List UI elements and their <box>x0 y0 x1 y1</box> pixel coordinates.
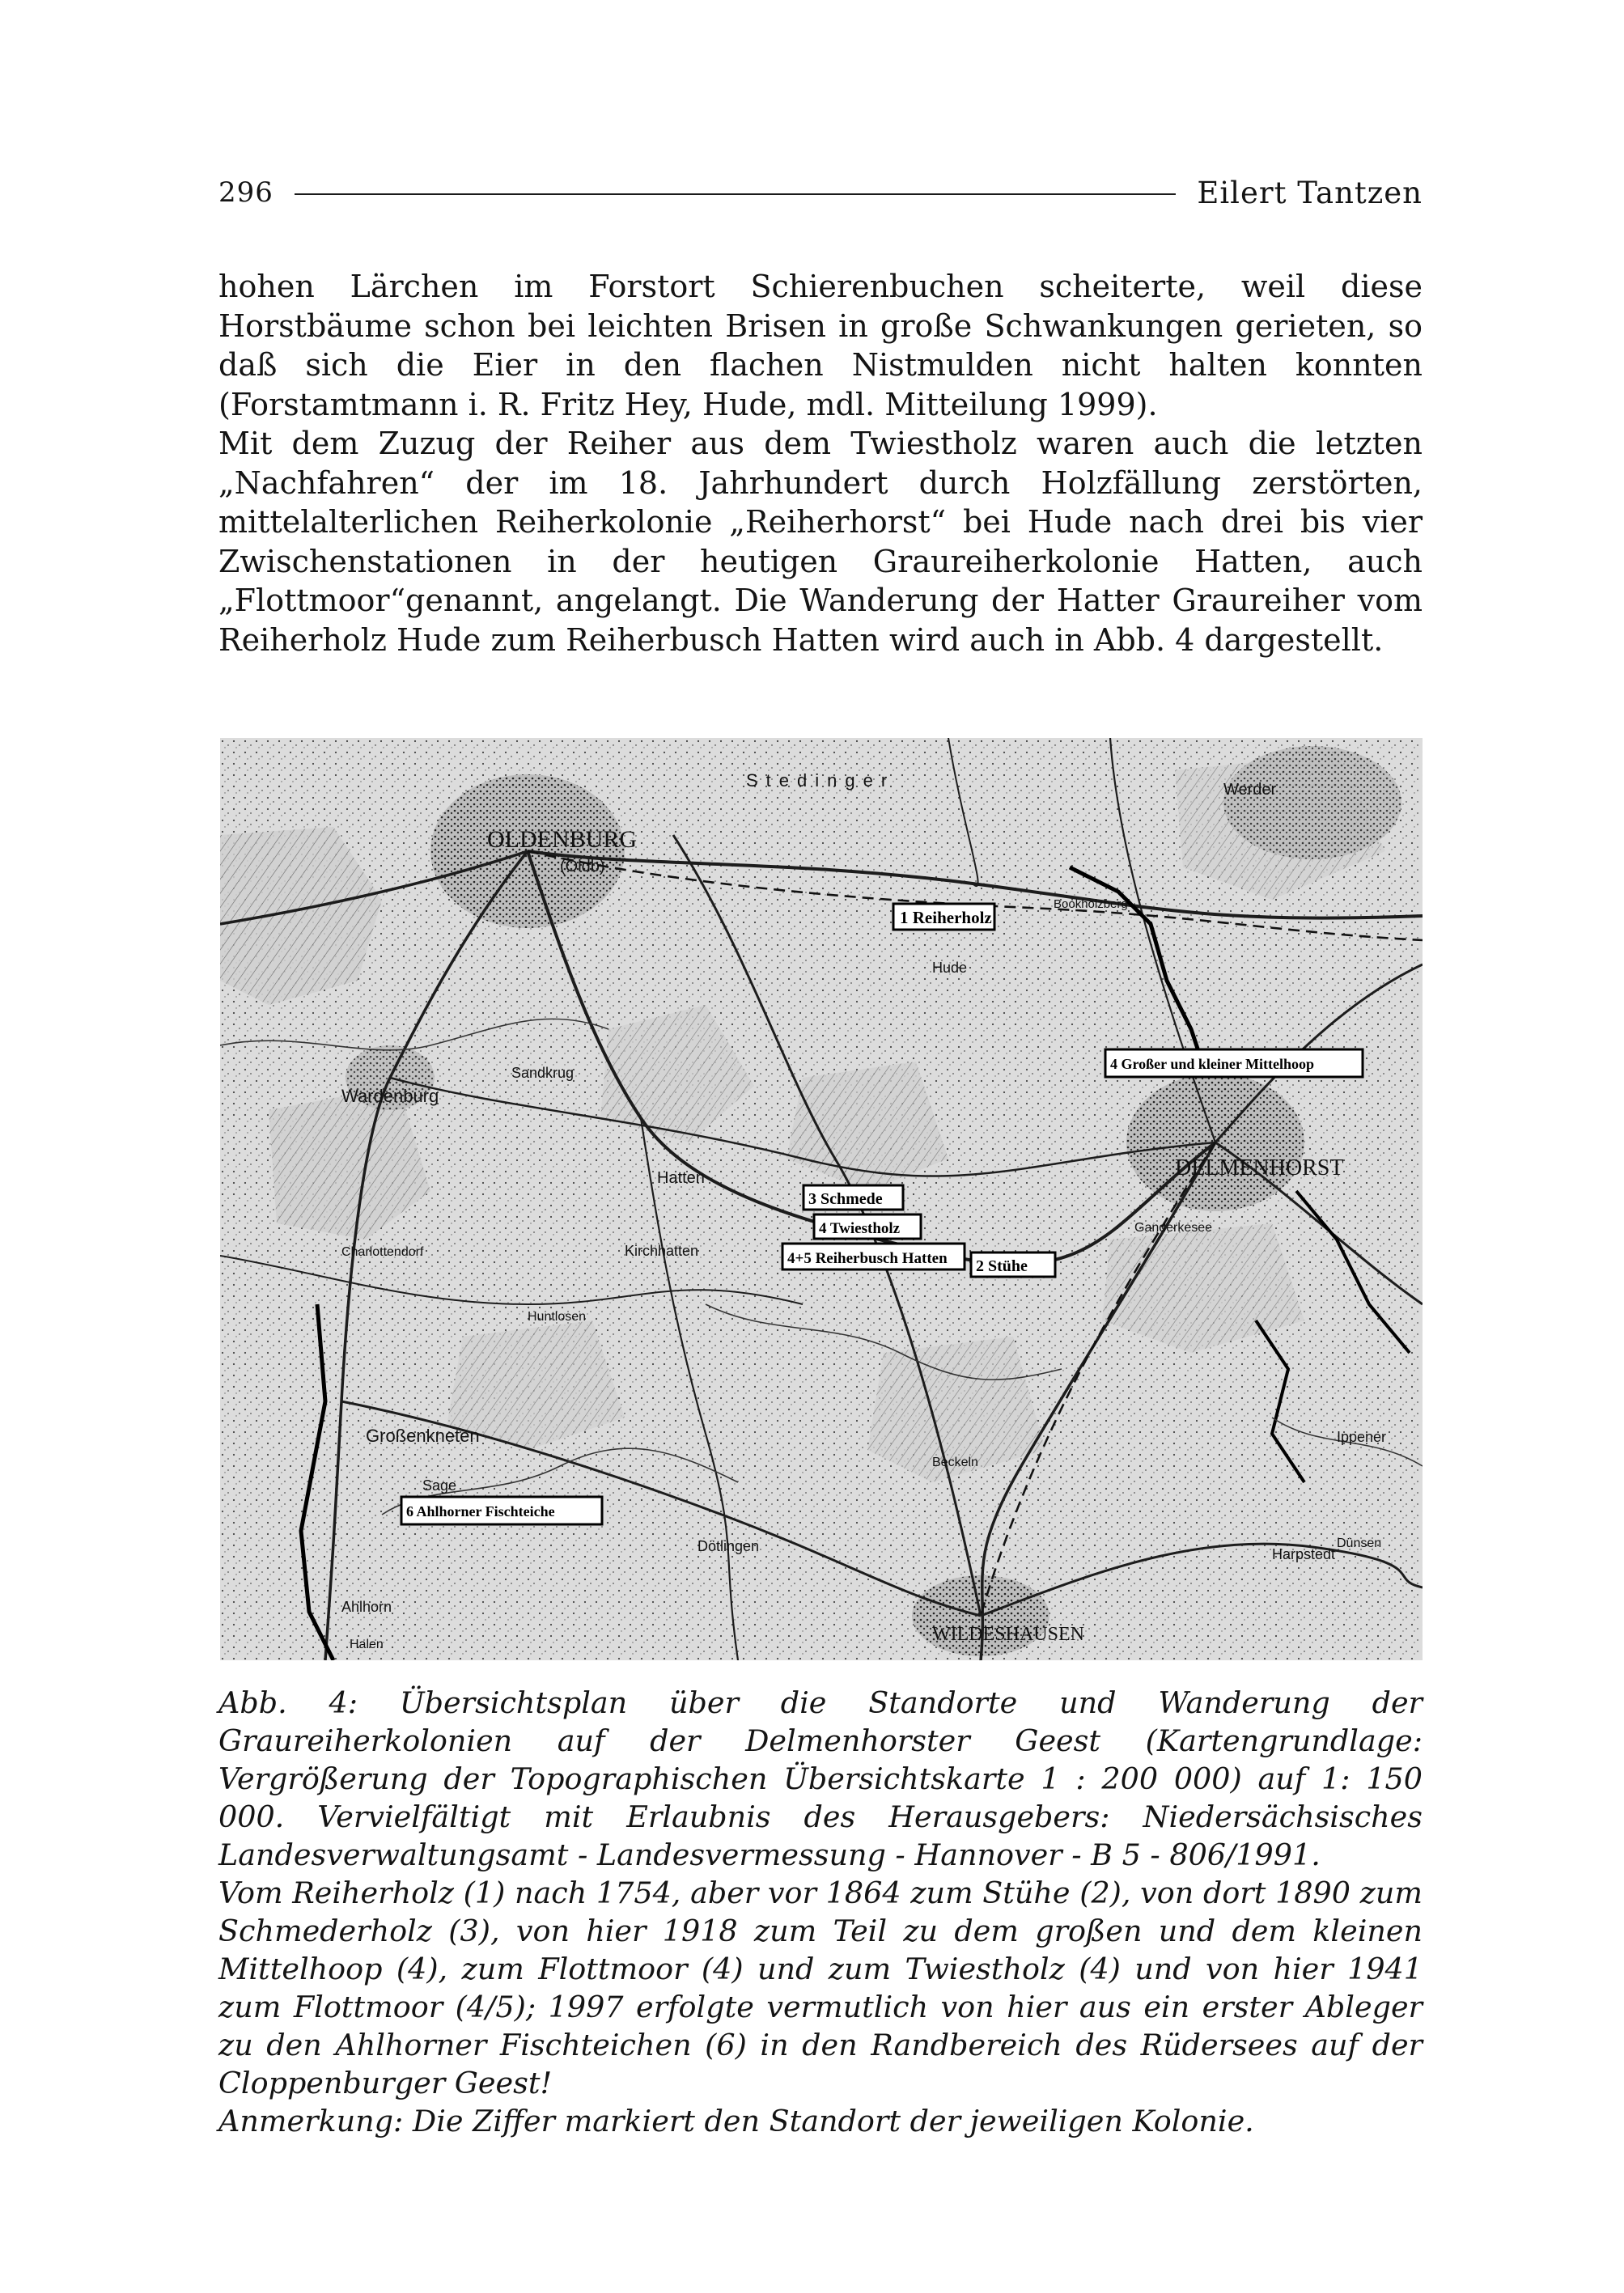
caption-paragraph: Abb. 4: Übersichtsplan über die Standorte und Wanderung der Graureiherkolonien auf der Delmenhorster Geest (Kartengrundlage: Vergrößerung der Topographischen Übersichtskarte 1 : 200 000) auf 1: 150 000. Vervielfältigt mit Erlaubnis des Herausgebers: Niedersächsisches Landesverwaltungsamt - Landesvermessung - Hannover - B 5 - 806/1991. <box>218 1685 1423 1872</box>
place-name: Dünsen <box>1337 1536 1382 1550</box>
body-text <box>218 267 1423 659</box>
place-name: Dötlingen <box>698 1538 760 1554</box>
place-name: Hatten <box>657 1169 705 1187</box>
place-name: Stedinger <box>746 770 896 790</box>
place-name: Großenkneten <box>366 1426 480 1446</box>
place-name: Sage <box>422 1477 457 1494</box>
place-name: DELMENHORST <box>1175 1155 1344 1180</box>
place-name: Sandkrug <box>511 1065 575 1081</box>
caption-paragraph: Vom Reiherholz (1) nach 1754, aber vor 1864 zum Stühe (2), von dort 1890 zum Schmederholz (3), von hier 1918 zum Teil zu dem großen und dem kleinen Mittelhoop (4), zum Flottmoor (4) und zum Twiestholz (4) und von hier 1941 zum Flottmoor (4/5); 1997 erfolgte vermutlich von hier aus ein erster Ableger zu den Ahlhorner Fischteichen (6) in den Randbereich des Rüdersees auf der Cloppenburger Geest! <box>218 1876 1423 2100</box>
place-name: Kirchhatten <box>625 1243 699 1259</box>
place-name: Charlottendorf <box>341 1245 424 1259</box>
label-reiherholz <box>893 904 994 930</box>
place-name: Ahlhorn <box>341 1599 392 1615</box>
topographic-map <box>220 738 1423 1660</box>
place-name: Huntlosen <box>528 1310 587 1324</box>
header-rule <box>295 193 1176 195</box>
place-name: Harpstedt <box>1272 1546 1336 1562</box>
label-text: 4+5 Reiherbusch Hatten <box>787 1250 948 1267</box>
label-mittelhoop <box>1105 1049 1363 1077</box>
label-text: 4 Twiestholz <box>819 1220 901 1237</box>
map-figure <box>220 738 1423 1660</box>
page-header <box>218 172 1423 214</box>
paragraph: Mit dem Zuzug der Reiher aus dem Twiestholz waren auch die letzten „Nachfahren“ der im 18. Jahrhundert durch Holzfällung zerstörten, mittelalterlichen Reiherkolonie „Reiherhorst“ bei Hude nach drei bis vier Zwischenstationen in der heutigen Graureiherkolonie Hatten, auch „Flottmoor“genannt, angelangt. Die Wanderung der Hatter Graureiher vom Reiherholz Hude zum Reiherbusch Hatten wird auch in Abb. 4 dargestellt. <box>218 426 1423 658</box>
label-stuehe <box>971 1252 1055 1277</box>
label-text: 4 Großer und kleiner Mittelhoop <box>1110 1056 1315 1072</box>
place-name: WILDESHAUSEN <box>932 1624 1084 1645</box>
place-name: (Oldb) <box>560 858 605 875</box>
place-name: Bookholzberg <box>1054 897 1128 911</box>
label-text: 3 Schmede <box>808 1190 883 1208</box>
label-text: 2 Stühe <box>976 1257 1028 1275</box>
running-head: Eilert Tantzen <box>1197 175 1423 210</box>
place-name: Hude <box>932 960 968 976</box>
label-twiestholz <box>814 1214 921 1239</box>
figure-caption <box>218 1684 1423 2140</box>
place-name: OLDENBURG <box>487 826 637 853</box>
place-name: Werder <box>1223 781 1277 799</box>
label-ahlhorner-fischteiche <box>401 1497 602 1524</box>
place-name: Halen <box>350 1638 384 1651</box>
paragraph: hohen Lärchen im Forstort Schierenbuchen scheiterte, weil diese Horstbäume schon bei leichten Brisen in große Schwankungen gerieten, so daß sich die Eier in den flachen Nistmulden nicht halten konnten (Forstamtmann i. R. Fritz Hey, Hude, mdl. Mitteilung 1999). <box>218 269 1423 422</box>
page-number: 296 <box>218 176 273 209</box>
label-text: 6 Ahlhorner Fischteiche <box>406 1503 555 1519</box>
label-schmede <box>804 1185 903 1210</box>
place-name: Wardenburg <box>341 1086 439 1106</box>
place-name: Ganderkesee <box>1134 1221 1213 1235</box>
place-name: Ippener <box>1337 1429 1387 1445</box>
label-text: 1 Reiherholz <box>900 908 992 927</box>
label-reiherbusch-hatten <box>782 1244 965 1269</box>
place-name: Beckeln <box>932 1456 978 1469</box>
caption-note: Anmerkung: Die Ziffer markiert den Standort der jeweiligen Kolonie. <box>218 2104 1254 2138</box>
